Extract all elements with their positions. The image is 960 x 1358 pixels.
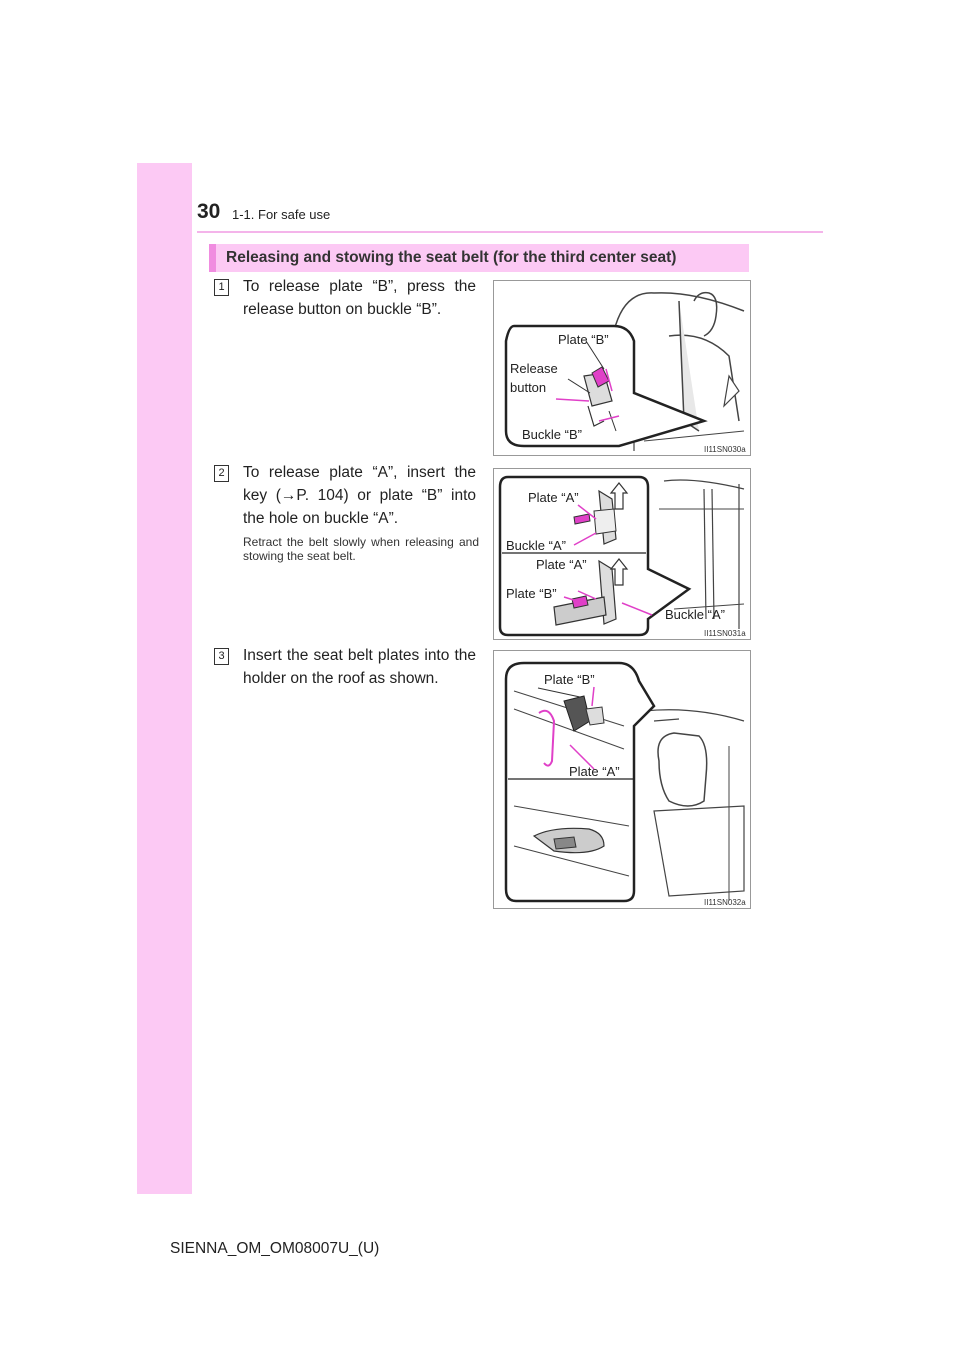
fig1-label-release: Release xyxy=(510,361,558,376)
fig3-label-plate-b: Plate “B” xyxy=(544,672,595,687)
title-accent xyxy=(209,244,216,272)
step-2-note: Retract the belt slowly when releasing and stowing the seat belt. xyxy=(243,535,479,563)
step-2-text: To release plate “A”, insert the key (→P. 104) or plate “B” into the hole on buckle “A”. xyxy=(243,464,476,527)
fig2-label-buckle-a-bottom: Buckle “A” xyxy=(665,607,725,622)
figure-1 xyxy=(493,280,751,456)
figure-2-illustration xyxy=(494,469,750,639)
fig3-code: II11SN032a xyxy=(704,898,746,907)
fig2-label-buckle-a-top: Buckle “A” xyxy=(506,538,566,553)
fig2-label-plate-a-top: Plate “A” xyxy=(528,490,579,505)
page-number: 30 xyxy=(197,200,221,223)
fig2-label-plate-b: Plate “B” xyxy=(506,586,557,601)
step-1-badge: 1 xyxy=(214,279,229,296)
figure-3-illustration xyxy=(494,651,750,908)
step-3-badge: 3 xyxy=(214,648,229,665)
step-3-text: Insert the seat belt plates into the holder on the roof as shown. xyxy=(243,647,476,687)
section-title: 1-1. For safe use xyxy=(232,207,331,222)
header-rule xyxy=(197,231,823,233)
fig2-label-plate-a-bottom: Plate “A” xyxy=(536,557,587,572)
fig3-label-plate-a: Plate “A” xyxy=(569,764,620,779)
topic-title-band xyxy=(209,244,749,272)
fig1-label-plate-b: Plate “B” xyxy=(558,332,609,347)
chapter-sidebar xyxy=(137,163,192,1194)
figure-3 xyxy=(493,650,751,909)
fig2-code: II11SN031a xyxy=(704,629,746,638)
topic-title: Releasing and stowing the seat belt (for the third center seat) xyxy=(226,249,677,266)
step-2-badge: 2 xyxy=(214,465,229,482)
fig1-label-button: button xyxy=(510,380,547,395)
document-footer: SIENNA_OM_OM08007U_(U) xyxy=(170,1240,380,1257)
fig1-code: II11SN030a xyxy=(704,445,746,454)
figure-2 xyxy=(493,468,751,640)
fig1-label-buckle-b: Buckle “B” xyxy=(522,427,582,442)
figure-1-illustration xyxy=(494,281,750,455)
step-1-text: To release plate “B”, press the release button on buckle “B”. xyxy=(243,278,476,318)
